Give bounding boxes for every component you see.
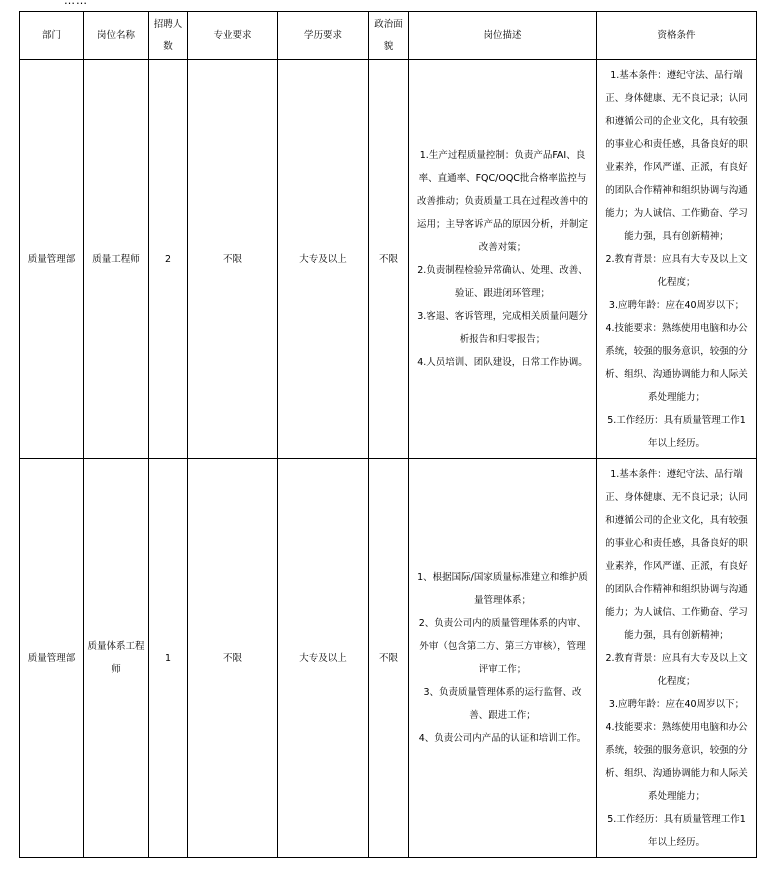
- description-line: 量管理体系；: [473, 595, 531, 606]
- cell-description: [409, 60, 597, 459]
- description-line: 3、负责质量管理体系的运行监督、改: [423, 687, 582, 698]
- qualification-line: 5.工作经历：具有质量管理工作1: [607, 813, 746, 825]
- header-description: 岗位描述: [409, 12, 597, 60]
- description-line: 改善推动；负责质量工具在过程改善中的: [416, 196, 588, 207]
- qualification-line: 化程度；: [657, 276, 696, 288]
- qualification-line: 4.技能要求：熟练使用电脑和办公: [605, 322, 748, 334]
- qualification-line: 和遵循公司的企业文化，具有较强: [605, 514, 748, 526]
- qualification-line: 能力强，具有创新精神；: [624, 230, 729, 242]
- description-line: 4、负责公司内产品的认证和培训工作。: [418, 733, 587, 744]
- cell-education: 大专及以上: [278, 60, 369, 459]
- cell-description: [409, 459, 597, 858]
- qualification-line: 系统，较强的服务意识，较强的分: [605, 345, 748, 357]
- cell-political: 不限: [369, 459, 409, 858]
- qualification-line: 和遵循公司的企业文化，具有较强: [605, 115, 748, 127]
- header-row: [20, 12, 757, 60]
- qualification-line: 析、组织、沟通协调能力和人际关: [605, 368, 748, 380]
- cell-dept: 质量管理部: [20, 459, 84, 858]
- qualification-line: 系处理能力；: [647, 790, 705, 802]
- qualification-line: 正、身体健康、无不良记录；认同: [605, 491, 748, 503]
- header-qualifications: 资格条件: [597, 12, 757, 60]
- cell-count: 2: [149, 60, 188, 459]
- description-line: 外审（包含第二方、第三方审核），管理: [419, 641, 586, 652]
- qualification-line: 4.技能要求：熟练使用电脑和办公: [605, 721, 748, 733]
- qualification-line: 业素养，作风严谨、正派，有良好: [605, 560, 748, 572]
- header-major: 专业要求: [188, 12, 278, 60]
- cell-qualifications: [597, 459, 757, 858]
- qualification-line: 的事业心和责任感，具备良好的职: [605, 138, 748, 150]
- description-line: 改善对策；: [478, 242, 527, 253]
- qualification-line: 5.工作经历：具有质量管理工作1: [607, 414, 746, 426]
- qualification-line: 1.基本条件：遵纪守法、品行端: [610, 69, 743, 81]
- qualification-line: 3.应聘年龄：应在40周岁以下；: [608, 299, 745, 311]
- qualification-line: 正、身体健康、无不良记录；认同: [605, 92, 748, 104]
- description-line: 1.生产过程质量控制：负责产品FAI、良: [419, 150, 586, 161]
- header-education: 学历要求: [278, 12, 369, 60]
- cell-dept: 质量管理部: [20, 60, 84, 459]
- qualification-line: 2.教育背景：应具有大专及以上文: [605, 253, 748, 265]
- description-line: 2.负责制程检验异常确认、处理、改善、: [417, 265, 588, 276]
- header-position: 岗位名称: [84, 12, 149, 60]
- header-count: 招聘人数: [149, 12, 188, 60]
- cell-education: 大专及以上: [278, 459, 369, 858]
- description-line: 析报告和归零报告；: [459, 334, 546, 345]
- cell-position: 质量工程师: [84, 60, 149, 459]
- description-line: 2、负责公司内的质量管理体系的内审、: [418, 618, 587, 629]
- qualification-line: 能力；为人诚信、工作勤奋、学习: [605, 606, 748, 618]
- description-line: 评审工作；: [478, 664, 527, 675]
- qualification-line: 2.教育背景：应具有大专及以上文: [605, 652, 748, 664]
- recruitment-table: [19, 11, 757, 858]
- qualification-line: 1.基本条件：遵纪守法、品行端: [610, 468, 743, 480]
- description-line: 3.客退、客诉管理，完成相关质量问题分: [417, 311, 588, 322]
- top-text-fragment: ……: [64, 0, 88, 7]
- qualification-line: 的团队合作精神和组织协调与沟通: [605, 583, 748, 595]
- cell-position: 质量体系工程师: [84, 459, 149, 858]
- qualification-line: 析、组织、沟通协调能力和人际关: [605, 767, 748, 779]
- description-line: 1、根据国际/国家质量标准建立和维护质: [417, 572, 588, 583]
- qualification-line: 化程度；: [657, 675, 696, 687]
- description-line: 4.人员培训、团队建设，日常工作协调。: [417, 357, 588, 368]
- qualification-line: 年以上经历。: [647, 437, 705, 449]
- qualification-line: 能力强，具有创新精神；: [624, 629, 729, 641]
- qualification-line: 3.应聘年龄：应在40周岁以下；: [608, 698, 745, 710]
- cell-major: 不限: [188, 60, 278, 459]
- header-dept: 部门: [20, 12, 84, 60]
- qualification-line: 年以上经历。: [647, 836, 705, 848]
- table-row: [20, 459, 757, 858]
- description-line: 善、跟进工作；: [469, 710, 536, 721]
- qualification-line: 业素养，作风严谨、正派，有良好: [605, 161, 748, 173]
- qualification-line: 系处理能力；: [647, 391, 705, 403]
- table-row: [20, 60, 757, 459]
- cell-major: 不限: [188, 459, 278, 858]
- cell-political: 不限: [369, 60, 409, 459]
- description-line: 运用；主导客诉产品的原因分析，并制定: [416, 219, 588, 230]
- qualification-line: 能力；为人诚信、工作勤奋、学习: [605, 207, 748, 219]
- cell-qualifications: [597, 60, 757, 459]
- cell-count: 1: [149, 459, 188, 858]
- qualification-line: 系统，较强的服务意识，较强的分: [605, 744, 748, 756]
- qualification-line: 的团队合作精神和组织协调与沟通: [605, 184, 748, 196]
- description-line: 验证、跟进闭环管理；: [454, 288, 550, 299]
- description-line: 率、直通率、FQC/OQC批合格率监控与: [418, 173, 587, 184]
- qualification-line: 的事业心和责任感，具备良好的职: [605, 537, 748, 549]
- header-political: 政治面貌: [369, 12, 409, 60]
